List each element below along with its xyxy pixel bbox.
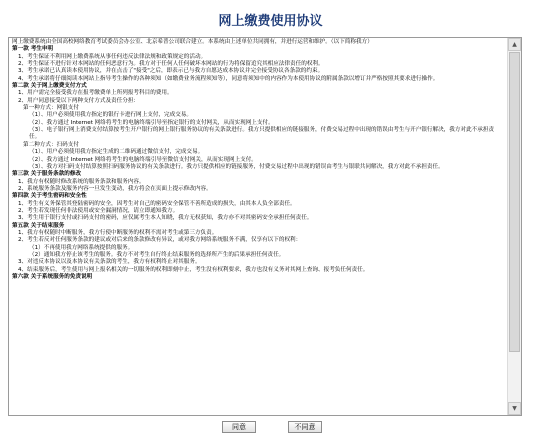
agreement-clause: 2、用户同意接受以下两种支付方式及责任分担： [18, 97, 140, 104]
agreement-clause: 2、考生保证不进行针对本网站的任何恶意行为。我方对于任何人任何破坏本网站的行为将保留追究其相应法律责任的权利。 [18, 61, 324, 68]
agreement-clause: （2）通知我方停止该考生的服务。我方不对考生自行终止结束服务的选择所产生的后果承担任何责任。 [29, 251, 285, 258]
agreement-clause: 3、考生承诺已认真读本使用协议，并在点击了"接受"之后，即表示已与我方自愿达成本协议并完全接受协议各条款的约束。 [18, 68, 324, 75]
agreement-clause: 1、我方有权随时中断服务，我方行使中断服务的权利不需对考生或第三方负责。 [18, 229, 218, 236]
section-heading: 第二款 关于网上缴费支付方式 [12, 83, 87, 90]
agreement-text [9, 38, 507, 415]
agreement-clause: （1）、用户必须使用我方指定生成的二维码通过微信支付，完成交易。 [29, 149, 204, 156]
section-heading: 第四款 关于考生密码和安全性 [12, 193, 87, 200]
agreement-clause: 3、对违反本协议以及本协议有关条款的考生，我方有权利终止对其服务。 [18, 259, 201, 266]
agreement-clause: （3）、电子银行网上消费支付结算按考生开户银行的网上银行服务协议的有关条款进行。我方只提供相应的链接服务，付费交易过程中出现的错误由考生与开户银行解决，我方对此不承担责任。 [29, 127, 495, 141]
scroll-down-icon[interactable]: ▼ [508, 402, 521, 415]
agreement-clause: （1）、用户必须使用我方指定的银行卡进行网上支付，完成交易。 [29, 112, 192, 119]
agreement-clause: 1、我方有权随时修改系统的服务条款和服务内容。 [18, 178, 145, 185]
section-heading: 第五款 关于结束服务 [12, 222, 65, 229]
agreement-clause: 第二种方式：扫码支付 [23, 141, 79, 148]
agreement-clause: 1、考生有义务保管其登陆密码的安全，因考生对自己的密码安全保管不善所造成的损失，由其本人负全部责任。 [18, 200, 296, 207]
section-heading: 第三款 关于服务条款的修改 [12, 171, 82, 178]
agreement-clause: （2）、我方通过 Internet 网络将考生的电脑终端引导至微信支付网关，从而实现网上支付。 [29, 156, 257, 163]
agreement-clause: 4、结束服务后，考生使用与网上报名相关的一切服务的权利即刻中止，考生没有权利要求，我方也没有义务对其网上查询、报考负任何责任。 [18, 266, 369, 273]
agreement-clause: 2、考生若发现任何非法使用或安全漏洞情况，请立即通知我方。 [18, 207, 179, 214]
agreement-clause: 2、系统服务条款及服务内容一旦发生变动，我方将会在页面上提示修改内容。 [18, 185, 212, 192]
disagree-button[interactable]: 不同意 [288, 421, 322, 433]
agreement-clause: 4、考生承诺将仔细阅读本网站上指导考生操作的各种须知（如缴费业务流程须知等），同意将须知中的内容作为本使用协议的附属条款以增订并严格按照其要求进行操作。 [18, 75, 439, 82]
agreement-clause: 1、用户需完全接受我方在报考缴费单上所列报考科目的费用。 [18, 90, 173, 97]
agree-button[interactable]: 同意 [222, 421, 256, 433]
agreement-clause: （2）、我方通过 Internet 网络将考生的电脑终端引导至指定银行的支付网关，从而实现网上支付。 [29, 119, 274, 126]
scroll-up-icon[interactable]: ▲ [508, 38, 521, 51]
scrollbar[interactable] [507, 38, 521, 415]
agreement-clause: 第一种方式：网银支付 [23, 105, 79, 112]
section-heading: 第一款 考生申明 [12, 46, 54, 53]
agreement-clause: 2、考生若反对任何服务条款的建议或对后来的条款修改有异议，或对我方网络系统服务不满，仅享有以下的权利： [18, 237, 302, 244]
agreement-clause: （1）不再使用我方网络系统提供的服务。 [29, 244, 134, 251]
page-title: 网上缴费使用协议 [218, 14, 323, 29]
agreement-clause: （3）、我方对扫码支付结算按照扫码服务协议的有关条款进行。我方只提供相应的链接服务，付费交易过程中出现的错误由考生与银联共同解决，我方对此不承担责任。 [29, 163, 444, 170]
agreement-textbox[interactable] [8, 37, 522, 416]
scroll-thumb[interactable] [509, 52, 520, 352]
agreement-clause: 3、考生用于银行支付或扫码支付的密码，应仅属考生本人知晓，我方无权获知，我方亦不对其密码安全承担任何责任。 [18, 215, 313, 222]
section-heading: 第六款 关于系统服务的免责说明 [12, 274, 93, 280]
agreement-clause: 1、考生保证不利用网上缴费系统从事任何违反法律法规和政策规定的活动。 [18, 53, 207, 60]
agreement-intro: 网上缴费系统由全国高校网络教育考试委员会办公室、北京希普公司联合建立。本系统由上述单位共同拥有，并进行运营和维护。（以下简称我方） [12, 39, 373, 45]
